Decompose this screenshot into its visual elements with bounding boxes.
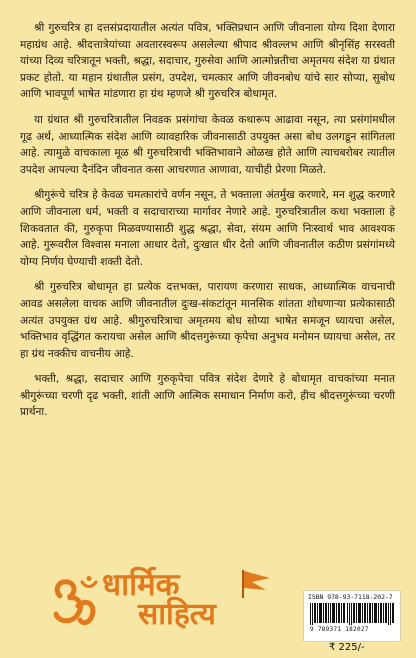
blurb-paragraph-4: श्री गुरुचरित्र बोधामृत हा प्रत्येक दत्तभक्त, पारायण करणारा साधक, आध्यात्मिक वाचनाची आवड असलेला वाचक आणि जीवनातील दुःख-संकटांतून मानसिक शांतता शोधणाऱ्या प्रत्येकासाठी अत्यंत उपयुक्त ग्रंथ आहे. श्रीगुरुचरित्राचा अमृतमय बोध सोप्या भाषेत समजून घ्यायचा असेल, भक्तिभाव वृद्धिंगत करायचा असेल आणि श्रीदत्तगुरूंच्या कृपेचा अनुभव मनोमन घ्यायचा असेल, तर हा ग्रंथ नक्कीच वाचनीय आहे. xyxy=(20,281,395,360)
barcode-bars xyxy=(310,603,394,625)
publisher-logo xyxy=(52,567,292,632)
saffron-flag-icon xyxy=(240,568,272,598)
barcode xyxy=(303,590,401,642)
blurb-paragraph-2: या ग्रंथात श्री गुरुचरित्रातील निवडक प्रसंगांचा केवळ कथारूप आढावा नसून, त्या प्रसंगांमधील गूढ अर्थ, आध्यात्मिक संदेश आणि व्यावहारिक जीवनासाठी उपयुक्त असा बोध उलगडून सांगितला आहे. त्यामुळे वाचकाला मूळ श्री गुरुचरित्राची भक्तिभावाने ओळख होते आणि त्याचबरोबर त्यातील उपदेश आपल्या दैनंदिन जीवनात कसा आचरणात आणावा, याचीही प्रेरणा मिळते. xyxy=(20,113,395,176)
barcode-digits: 9 789371 182027 xyxy=(310,626,369,633)
blurb-paragraph-5: भक्ती, श्रद्धा, सदाचार आणि गुरुकृपेचा पवित्र संदेश देणारे हे बोधामृत वाचकांच्या मनात श्रीगुरूंच्या चरणी दृढ भक्ती, शांती आणि आत्मिक समाधान निर्माण करो, हीच श्रीदत्तगुरूंच्या चरणी प्रार्थना. xyxy=(20,373,395,419)
publisher-name-line1: धार्मिक xyxy=(102,567,180,603)
price-label: ₹ 225/- xyxy=(329,642,365,653)
isbn-label: ISBN 978-93-7118-202-7 xyxy=(308,593,393,601)
blurb-text xyxy=(20,20,395,430)
publisher-name-line2: साहित्य xyxy=(138,597,216,632)
om-symbol-icon xyxy=(52,576,98,630)
blurb-paragraph-3: श्रीगुरूंचे चरित्र हे केवळ चमत्कारांचे वर्णन नसून, ते भक्ताला अंतर्मुख करणारे, मन शुद्ध करणारे आणि जीवनाला धर्म, भक्ती व सदाचाराच्या मार्गावर नेणारे आहे. गुरुचरित्रातील कथा भक्ताला हे शिकवतात की, गुरुकृपा मिळवण्यासाठी शुद्ध श्रद्धा, सेवा, संयम आणि निःस्वार्थ भाव आवश्यक आहे. गुरूवरील विश्वास मनाला आधार देतो, दुःखात धीर देतो आणि जीवनातील कठीण प्रसंगांमध्ये योग्य निर्णय घेण्याची शक्ती देतो. xyxy=(20,189,395,268)
blurb-paragraph-1: श्री गुरुचरित्र हा दत्तसंप्रदायातील अत्यंत पवित्र, भक्तिप्रधान आणि जीवनाला योग्य दिशा देणारा महाग्रंथ आहे. श्रीदत्तात्रेयांच्या अवतारस्वरूप असलेल्या श्रीपाद श्रीवल्लभ आणि श्रीनृसिंह सरस्वती यांच्या दिव्य चरित्रातून भक्ती, श्रद्धा, सदाचार, गुरुसेवा आणि आत्मोन्नतीचा अमृतमय संदेश या ग्रंथात प्रकट होतो. या महान ग्रंथातील प्रसंग, उपदेश, चमत्कार आणि जीवनबोध यांचे सार सोप्या, सुबोध आणि भावपूर्ण भाषेत मांडणारा हा ग्रंथ म्हणजे श्री गुरुचरित्र बोधामृत. xyxy=(20,22,395,101)
